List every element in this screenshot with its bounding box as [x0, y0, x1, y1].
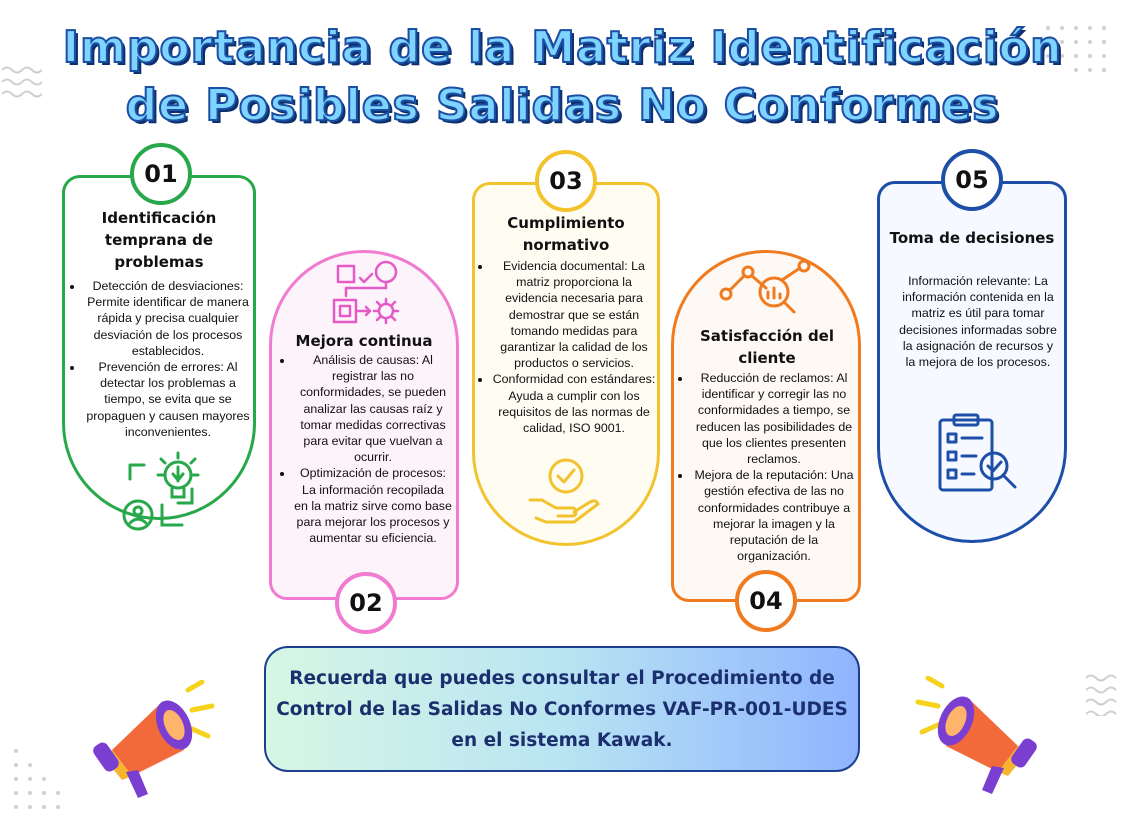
card-02-body	[280, 352, 452, 546]
analytics-magnifier-icon	[718, 256, 814, 314]
card-05-title: Toma de decisiones	[889, 229, 1055, 247]
process-flow-icon	[330, 256, 402, 326]
card-02-number: 02	[335, 572, 397, 634]
lightbulb-person-icon	[116, 449, 206, 533]
page-title-line-2: de Posibles Salidas No Conformes	[125, 80, 1000, 131]
card-02-title: Mejora continua	[295, 332, 433, 350]
decorative-waves-right	[1084, 672, 1124, 716]
card-01-body	[70, 278, 252, 440]
card-04-body	[678, 370, 856, 564]
card-03-body	[478, 258, 656, 436]
megaphone-icon-left	[92, 680, 222, 800]
card-05-number: 05	[941, 149, 1003, 211]
card-03-number: 03	[535, 150, 597, 212]
card-04-item: • Mejora de la reputación: Una gestión efectiva de las no conformidades contribuye a mejorar la imagen y la reputación de la organización.	[692, 467, 856, 564]
reminder-banner	[264, 646, 860, 772]
reminder-banner-text: Recuerda que puedes consultar el Procedimiento de Control de las Salidas No Conformes VAF-PR-001-UDES en el sistema Kawak.	[276, 667, 848, 751]
card-02-item: • Análisis de causas: Al registrar las no conformidades, se pueden analizar las causas raíz y tomar medidas correctivas para evitar que vuelvan a ocurrir.	[294, 352, 452, 465]
card-05-body: Información relevante: La información contenida en la matriz es útil para tomar decisiones informadas sobre la asignación de recursos y la mejora de los procesos.	[899, 274, 1057, 370]
card-01-number: 01	[130, 143, 192, 205]
card-04-item: • Reducción de reclamos: Al identificar y corregir las no conformidades a tiempo, se reducen las posibilidades de que los clientes presenten reclamos.	[692, 370, 856, 467]
card-01-title: Identificación temprana de problemas	[101, 209, 217, 271]
decorative-dots-bottom-left	[10, 745, 70, 811]
page-title-line-1: Importancia de la Matriz Identificación	[62, 22, 1063, 73]
hand-check-icon	[526, 456, 606, 528]
card-04-title: Satisfacción del cliente	[700, 327, 834, 367]
card-02-item: • Optimización de procesos: La información recopilada en la matriz sirve como base para mejorar los procesos y aumentar su eficiencia.	[294, 465, 452, 546]
clipboard-checklist-icon	[936, 412, 1022, 494]
card-03-item: • Evidencia documental: La matriz proporciona la evidencia necesaria para demostrar que se están tomando medidas para garantizar la calidad de los productos o servicios.	[492, 258, 656, 371]
card-01-item: • Prevención de errores: Al detectar los problemas a tiempo, se evita que se propaguen y causen mayores inconvenientes.	[84, 359, 252, 440]
card-01-item: • Detección de desviaciones: Permite identificar de manera rápida y precisa cualquier desviación de los procesos establecidos.	[84, 278, 252, 359]
card-04-number: 04	[735, 570, 797, 632]
card-03-item: • Conformidad con estándares: Ayuda a cumplir con los requisitos de las normas de calidad, ISO 9001.	[492, 371, 656, 436]
megaphone-icon-right	[908, 676, 1038, 796]
card-03-title: Cumplimiento normativo	[507, 214, 625, 254]
